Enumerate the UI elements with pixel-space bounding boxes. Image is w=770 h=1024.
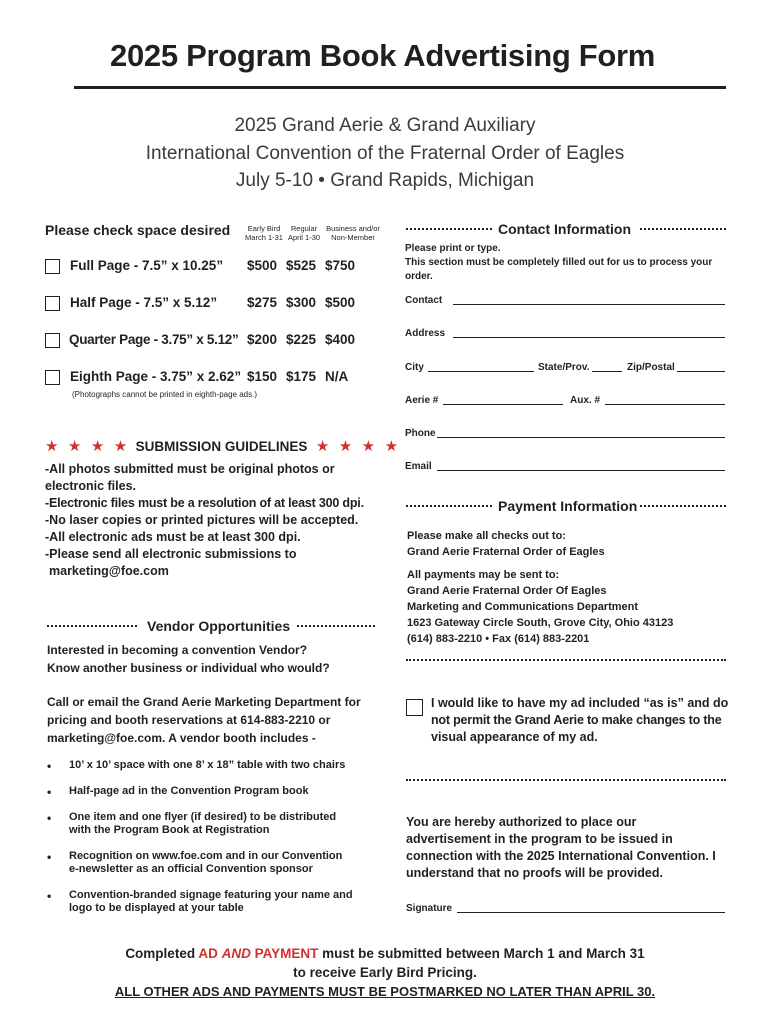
price-regular: $300 bbox=[286, 295, 317, 310]
email-input[interactable] bbox=[437, 470, 725, 471]
price-regular: $225 bbox=[286, 332, 317, 347]
full-page-label: Full Page - 7.5” x 10.25” bbox=[70, 258, 224, 273]
list-item: • 10’ x 10’ space with one 8’ x 18” table with two chairs bbox=[47, 759, 346, 773]
subtitle-line-2: International Convention of the Fraternal Order of Eagles bbox=[145, 143, 625, 164]
aerie-input[interactable] bbox=[443, 404, 563, 405]
footer-line-1: Completed AD AND PAYMENT must be submitted between March 1 and March 31 bbox=[125, 946, 645, 961]
page-title: 2025 Program Book Advertising Form bbox=[110, 38, 656, 73]
price-business: $500 bbox=[325, 295, 356, 310]
price-business: $750 bbox=[325, 258, 356, 273]
col-business: Business and/or Non-Member bbox=[326, 224, 380, 242]
subtitle-line-3: July 5-10 • Grand Rapids, Michigan bbox=[235, 170, 535, 191]
star-icon: ★ bbox=[315, 438, 330, 455]
dotted-divider bbox=[640, 505, 726, 507]
dotted-divider bbox=[640, 228, 726, 230]
address-label: Address bbox=[405, 328, 446, 339]
half-page-label: Half Page - 7.5” x 5.12” bbox=[70, 295, 218, 310]
eighth-page-checkbox[interactable] bbox=[45, 370, 60, 385]
signature-label: Signature bbox=[406, 903, 453, 914]
star-icon: ★ bbox=[361, 438, 376, 455]
list-item: • One item and one flyer (if desired) to be distributed with the Program Book at Registration bbox=[47, 811, 337, 836]
star-icon: ★ bbox=[113, 438, 128, 455]
as-is-statement: I would like to have my ad included “as is” and do not permit the Grand Aerie to make changes to the visual appearance of my ad. bbox=[431, 696, 729, 744]
dotted-divider bbox=[297, 625, 375, 627]
footer-deadline: ALL OTHER ADS AND PAYMENTS MUST BE POSTMARKED NO LATER THAN APRIL 30. bbox=[114, 984, 656, 999]
guidelines-heading: SUBMISSION GUIDELINES bbox=[135, 439, 308, 454]
zip-input[interactable] bbox=[677, 371, 725, 372]
contact-input[interactable] bbox=[453, 304, 725, 305]
price-regular: $525 bbox=[286, 258, 317, 273]
eighth-page-label: Eighth Page - 3.75” x 2.62” bbox=[70, 369, 242, 384]
vendor-benefits-list bbox=[47, 759, 387, 928]
price-business: N/A bbox=[325, 369, 349, 384]
full-page-checkbox[interactable] bbox=[45, 259, 60, 274]
list-item: • Recognition on www.foe.com and in our Convention e-newsletter as an official Convention sponsor bbox=[47, 850, 343, 875]
price-early: $200 bbox=[247, 332, 278, 347]
payment-address: All payments may be sent to: Grand Aerie Fraternal Order Of Eagles Marketing and Communications Department 1623 Gateway Circle South, Grove City, Ohio 43123 (614) 883-2210 • Fax (614) 883-2201 bbox=[407, 569, 674, 645]
price-early: $500 bbox=[247, 258, 278, 273]
vendor-heading: Vendor Opportunities bbox=[147, 618, 291, 634]
star-icon: ★ bbox=[338, 438, 353, 455]
signature-input[interactable] bbox=[457, 912, 725, 913]
contact-heading: Contact Information bbox=[498, 221, 631, 237]
phone-input[interactable] bbox=[437, 437, 725, 438]
eighth-page-note: (Photographs cannot be printed in eighth-page ads.) bbox=[72, 390, 258, 399]
dotted-divider bbox=[406, 228, 492, 230]
quarter-page-label: Quarter Page - 3.75” x 5.12” bbox=[69, 332, 239, 347]
phone-label: Phone bbox=[405, 428, 436, 439]
price-business: $400 bbox=[325, 332, 356, 347]
title-divider bbox=[74, 86, 726, 89]
dotted-divider bbox=[406, 505, 492, 507]
authorization-text: You are hereby authorized to place our advertisement in the program to be issued in connection with the 2025 International Convention. I understand that no proofs will be provided. bbox=[406, 815, 716, 880]
dotted-divider bbox=[406, 659, 726, 661]
state-label: State/Prov. bbox=[538, 362, 590, 373]
aerie-label: Aerie # bbox=[405, 395, 439, 406]
dotted-divider bbox=[47, 625, 137, 627]
contact-label: Contact bbox=[405, 295, 443, 306]
city-input[interactable] bbox=[428, 371, 534, 372]
price-early: $275 bbox=[247, 295, 278, 310]
address-input[interactable] bbox=[453, 337, 725, 338]
payment-heading: Payment Information bbox=[498, 498, 638, 514]
vendor-details: Call or email the Grand Aerie Marketing Department for pricing and booth reservations at 614-883-2210 or marketing@foe.com. A vendor booth includes - bbox=[47, 695, 361, 745]
state-input[interactable] bbox=[592, 371, 622, 372]
city-label: City bbox=[405, 362, 424, 373]
star-icon: ★ bbox=[45, 438, 59, 455]
star-icon: ★ bbox=[67, 438, 82, 455]
subtitle-line-1: 2025 Grand Aerie & Grand Auxiliary bbox=[234, 115, 536, 136]
col-early-bird: Early Bird March 1-31 bbox=[245, 224, 283, 242]
email-label: Email bbox=[405, 461, 432, 472]
payment-checks-info: Please make all checks out to: Grand Aerie Fraternal Order of Eagles bbox=[407, 530, 605, 558]
star-icon: ★ bbox=[90, 438, 105, 455]
pricing-heading: Please check space desired bbox=[45, 222, 231, 238]
contact-instructions: Please print or type. This section must be completely filled out for us to process your order. bbox=[405, 243, 713, 282]
list-item: • Half-page ad in the Convention Program book bbox=[47, 785, 309, 799]
as-is-checkbox[interactable] bbox=[406, 699, 423, 716]
zip-label: Zip/Postal bbox=[627, 362, 675, 373]
footer-line-2: to receive Early Bird Pricing. bbox=[293, 965, 477, 980]
half-page-checkbox[interactable] bbox=[45, 296, 60, 311]
price-regular: $175 bbox=[286, 369, 317, 384]
aux-input[interactable] bbox=[605, 404, 725, 405]
quarter-page-checkbox[interactable] bbox=[45, 333, 60, 348]
aux-label: Aux. # bbox=[570, 395, 601, 406]
guidelines-list: -All photos submitted must be original photos or electronic files. -Electronic files must be a resolution of at least 300 dpi. -No laser copies or printed pictures will be accepted. -All electronic ads must be at least 300 dpi. -Please send all electronic submissions to marketing@foe.com bbox=[45, 462, 364, 578]
star-icon: ★ bbox=[384, 438, 399, 455]
vendor-intro: Interested in becoming a convention Vendor? Know another business or individual who would? bbox=[47, 643, 330, 675]
list-item: • Convention-branded signage featuring your name and logo to be displayed at your table bbox=[47, 889, 353, 914]
guidelines-header bbox=[45, 437, 398, 456]
col-regular: Regular April 1-30 bbox=[287, 224, 321, 242]
price-early: $150 bbox=[247, 369, 278, 384]
dotted-divider bbox=[406, 779, 726, 781]
